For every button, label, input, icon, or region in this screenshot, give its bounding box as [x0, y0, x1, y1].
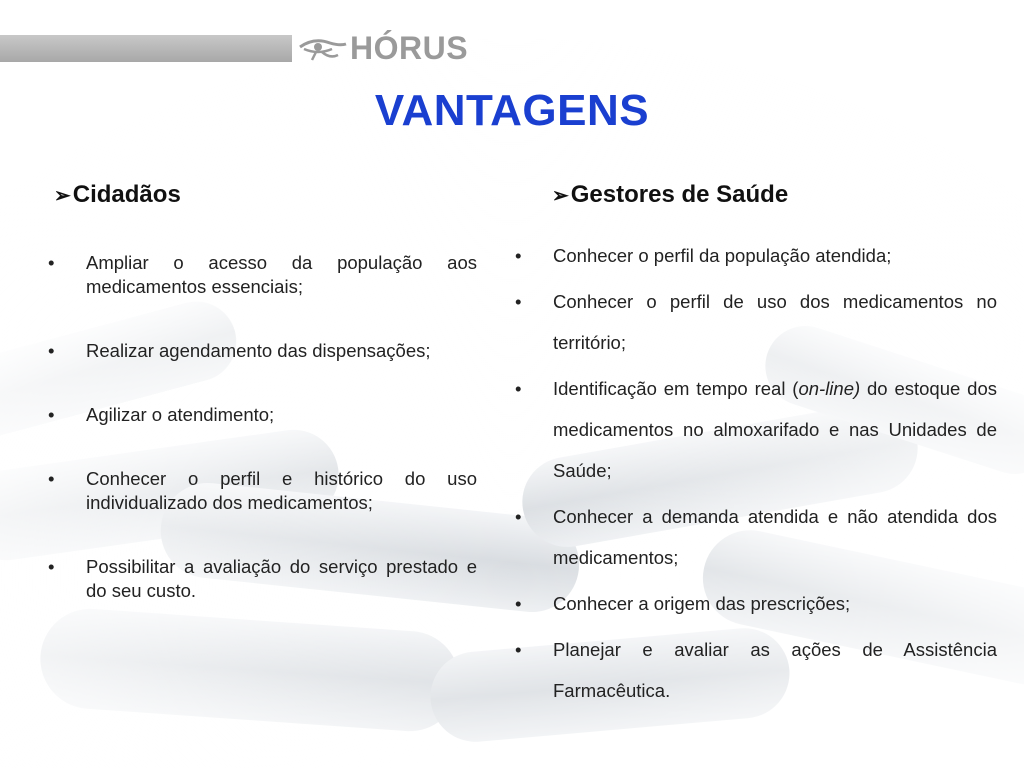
- list-item-text: Conhecer o perfil da população atendida;: [553, 245, 892, 266]
- list-item-text: Identificação em tempo real (: [553, 378, 799, 399]
- heading-label: Cidadãos: [72, 181, 181, 208]
- list-item-text: Conhecer a demanda atendida e não atendida dos medicamentos;: [553, 506, 997, 568]
- list-item-text: Ampliar o acesso da população aos medicamentos essenciais;: [86, 252, 477, 297]
- bullet-icon: •: [48, 468, 55, 489]
- arrow-bullet-icon: ➢: [54, 184, 71, 207]
- header-bar: [0, 35, 292, 62]
- list-item-text: Possibilitar a avaliação do serviço prestado e do seu custo.: [86, 556, 477, 601]
- bullet-icon: •: [48, 404, 55, 425]
- list-item: [48, 467, 477, 515]
- bullet-icon: •: [515, 378, 522, 399]
- list-item: [515, 281, 997, 363]
- bullet-icon: •: [515, 593, 522, 614]
- list-item: [48, 251, 477, 299]
- bullet-icon: •: [48, 340, 55, 361]
- list-item: [48, 339, 477, 363]
- list-item-text: Conhecer o perfil e histórico do uso individualizado dos medicamentos;: [86, 468, 477, 513]
- cidadaos-list: [48, 251, 477, 643]
- bullet-icon: •: [515, 639, 522, 660]
- page-title: VANTAGENS: [374, 86, 650, 135]
- bullet-icon: •: [515, 245, 522, 266]
- eye-of-horus-icon: [296, 33, 348, 63]
- list-item-text: Agilizar o atendimento;: [86, 404, 275, 425]
- arrow-bullet-icon: ➢: [552, 184, 569, 207]
- list-item: [515, 496, 997, 578]
- list-item: [515, 368, 997, 491]
- heading-gestores: [552, 181, 788, 209]
- list-item: [515, 629, 997, 711]
- bullet-icon: •: [48, 556, 55, 577]
- list-item-text-cont: do estoque dos medicamentos no almoxarifado e nas Unidades de Saúde;: [553, 378, 997, 481]
- list-item-text: Planejar e avaliar as ações de Assistência Farmacêutica.: [553, 639, 997, 701]
- heading-cidadaos: [54, 181, 181, 209]
- list-item-text: Conhecer a origem das prescrições;: [553, 593, 851, 614]
- list-item: [515, 583, 997, 624]
- list-item: [48, 403, 477, 427]
- list-item-text: Realizar agendamento das dispensações;: [86, 340, 431, 361]
- list-item: [515, 235, 997, 276]
- gestores-list: [515, 235, 997, 716]
- logo-text: HÓRUS: [350, 29, 469, 66]
- heading-label: Gestores de Saúde: [570, 181, 789, 208]
- bullet-icon: •: [515, 291, 522, 312]
- logo: [296, 28, 468, 68]
- list-item: [48, 555, 477, 603]
- bullet-icon: •: [515, 506, 522, 527]
- list-item-italic: on-line): [798, 378, 861, 399]
- list-item-text: Conhecer o perfil de uso dos medicamentos no território;: [553, 291, 997, 353]
- bullet-icon: •: [48, 252, 55, 273]
